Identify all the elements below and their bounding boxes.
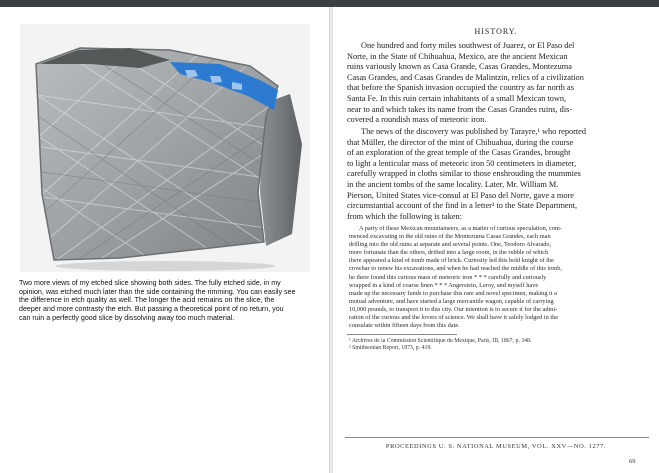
paragraph-line: The news of the discovery was published by Tarayre,¹ who reported (361, 127, 587, 136)
left-page (0, 7, 329, 473)
paragraph-line: covered a roundish mass of meteoric iron. (347, 115, 487, 125)
paragraph-line: ruins variously known as Casa Grande, Casas Grandes, Montezuma (347, 62, 572, 72)
quote-line: A party of these Mexican mountaineers, as a matter of curious speculation, com- (359, 225, 562, 232)
quote-line: drilling into the old ruins at separate and several points. One, Teodoro Alvarado, (349, 241, 552, 249)
caption-line: can ruin a perfectly good slice by dissolving away too much material. (19, 313, 235, 322)
quote-line: there appeared a kind of tomb made of brick. Curiosity led this bold knight of the (349, 257, 554, 265)
photo-caption (19, 279, 315, 323)
meteorite-slice-photo (20, 24, 310, 272)
quote-line: mutual adventure, and have started a large mercantile wagon, capable of carrying (349, 297, 554, 305)
quote-line: more fortunate than the others, drifted into a large room, in the rubble of which (349, 249, 549, 257)
window-top-bar (0, 0, 659, 7)
caption-line: the difference in etch quality as well. The longer the acid remains on the slice, the (19, 296, 275, 305)
quote-line: consulate within fifteen days from this date. (349, 322, 460, 330)
paragraph-line: from which the following is taken: (347, 211, 462, 221)
paragraph-line: that Müller, the director of the mint of Chihuahua, during the course (347, 137, 574, 147)
paragraph-line: in the ancient tombs of the same locality. Later, Mr. William M. (347, 179, 559, 189)
paragraph-line: of an exploration of the great temple of the Casas Grandes, brought (347, 148, 571, 158)
page-number: 69 (629, 458, 636, 465)
quote-line: wrapped in a kind of coarse linen * * * Angerstein, Leroy, and myself have (349, 281, 539, 289)
paragraph-line: circumstantial account of the find in a letter² to the State Department, (347, 201, 578, 211)
paragraph-line: to light a lenticular mass of meteoric iron 50 centimeters in diameter, (347, 158, 577, 168)
quote-line: 10,000 pounds, to transport it to this city. Our intention is to secure it for the admi- (349, 305, 558, 313)
footnotes (349, 338, 649, 353)
quote-line: made up the necessary funds to purchase this rare and novel specimen, making it a (349, 289, 557, 297)
page-heading: HISTORY. (474, 27, 518, 36)
quoted-letter (349, 225, 649, 330)
paragraph-line: Norte, in the State of Chihuahua, Mexico, are the ancient Mexican (347, 51, 568, 61)
quote-line: ration of the curious and the lovers of science. We shall have it safely lodged in the (349, 314, 559, 322)
footnote-rule (347, 334, 457, 335)
paragraph-1 (347, 41, 649, 126)
proceedings-footer: PROCEEDINGS U. S. NATIONAL MUSEUM, VOL. XXV—NO. 1277. (385, 443, 607, 450)
paragraph-line: One hundred and forty miles southwest of Juarez, or El Paso del (361, 41, 575, 50)
paragraph-line: Santa Fe. In this ruin certain inhabitants of a small Mexican town, (347, 93, 567, 103)
paragraph-line: Pierson, United States vice-consul at El Paso del Norte, gave a more (347, 190, 574, 200)
quote-line: he there found this curious mass of meteoric iron * * * carefully and curiously (349, 273, 547, 281)
footer-rule (345, 437, 649, 438)
quote-line: crowbar to renew his excavations, and when he had reached the middle of this tomb, (349, 265, 562, 273)
caption-line: opinion, was etched much later than the side containing the rimming. You can easily see (19, 287, 296, 296)
footnote: ¹ Archives de la Commission Scientifique du Mexique, Paris, III, 1867, p. 348. (349, 338, 532, 344)
caption-line: deeper and more contrasty the etch. But passing a theoretical point of no return, you (19, 305, 284, 314)
right-page (333, 7, 659, 473)
paragraph-line: Casas Grandes, and Casas Grandes de Malintzin, relics of a civilization (347, 72, 584, 82)
caption-line: Two more views of my etched slice showing both sides. The fully etched side, in my (19, 279, 281, 287)
paragraph-2 (347, 127, 649, 222)
quote-line: menced excavating in the old ruins of the Montezuma Casas Grandes, each man (349, 233, 551, 241)
paragraph-line: that before the Spanish invasion occupied the country as far north as (347, 83, 574, 93)
paragraph-line: near to and which takes its name from the Casas Grandes ruins, dis- (347, 104, 573, 114)
paragraph-line: carefully wrapped in cloths similar to those enshrouding the mummies (347, 169, 581, 179)
footnote: ² Smithsonian Report, 1873, p. 419. (349, 345, 432, 352)
